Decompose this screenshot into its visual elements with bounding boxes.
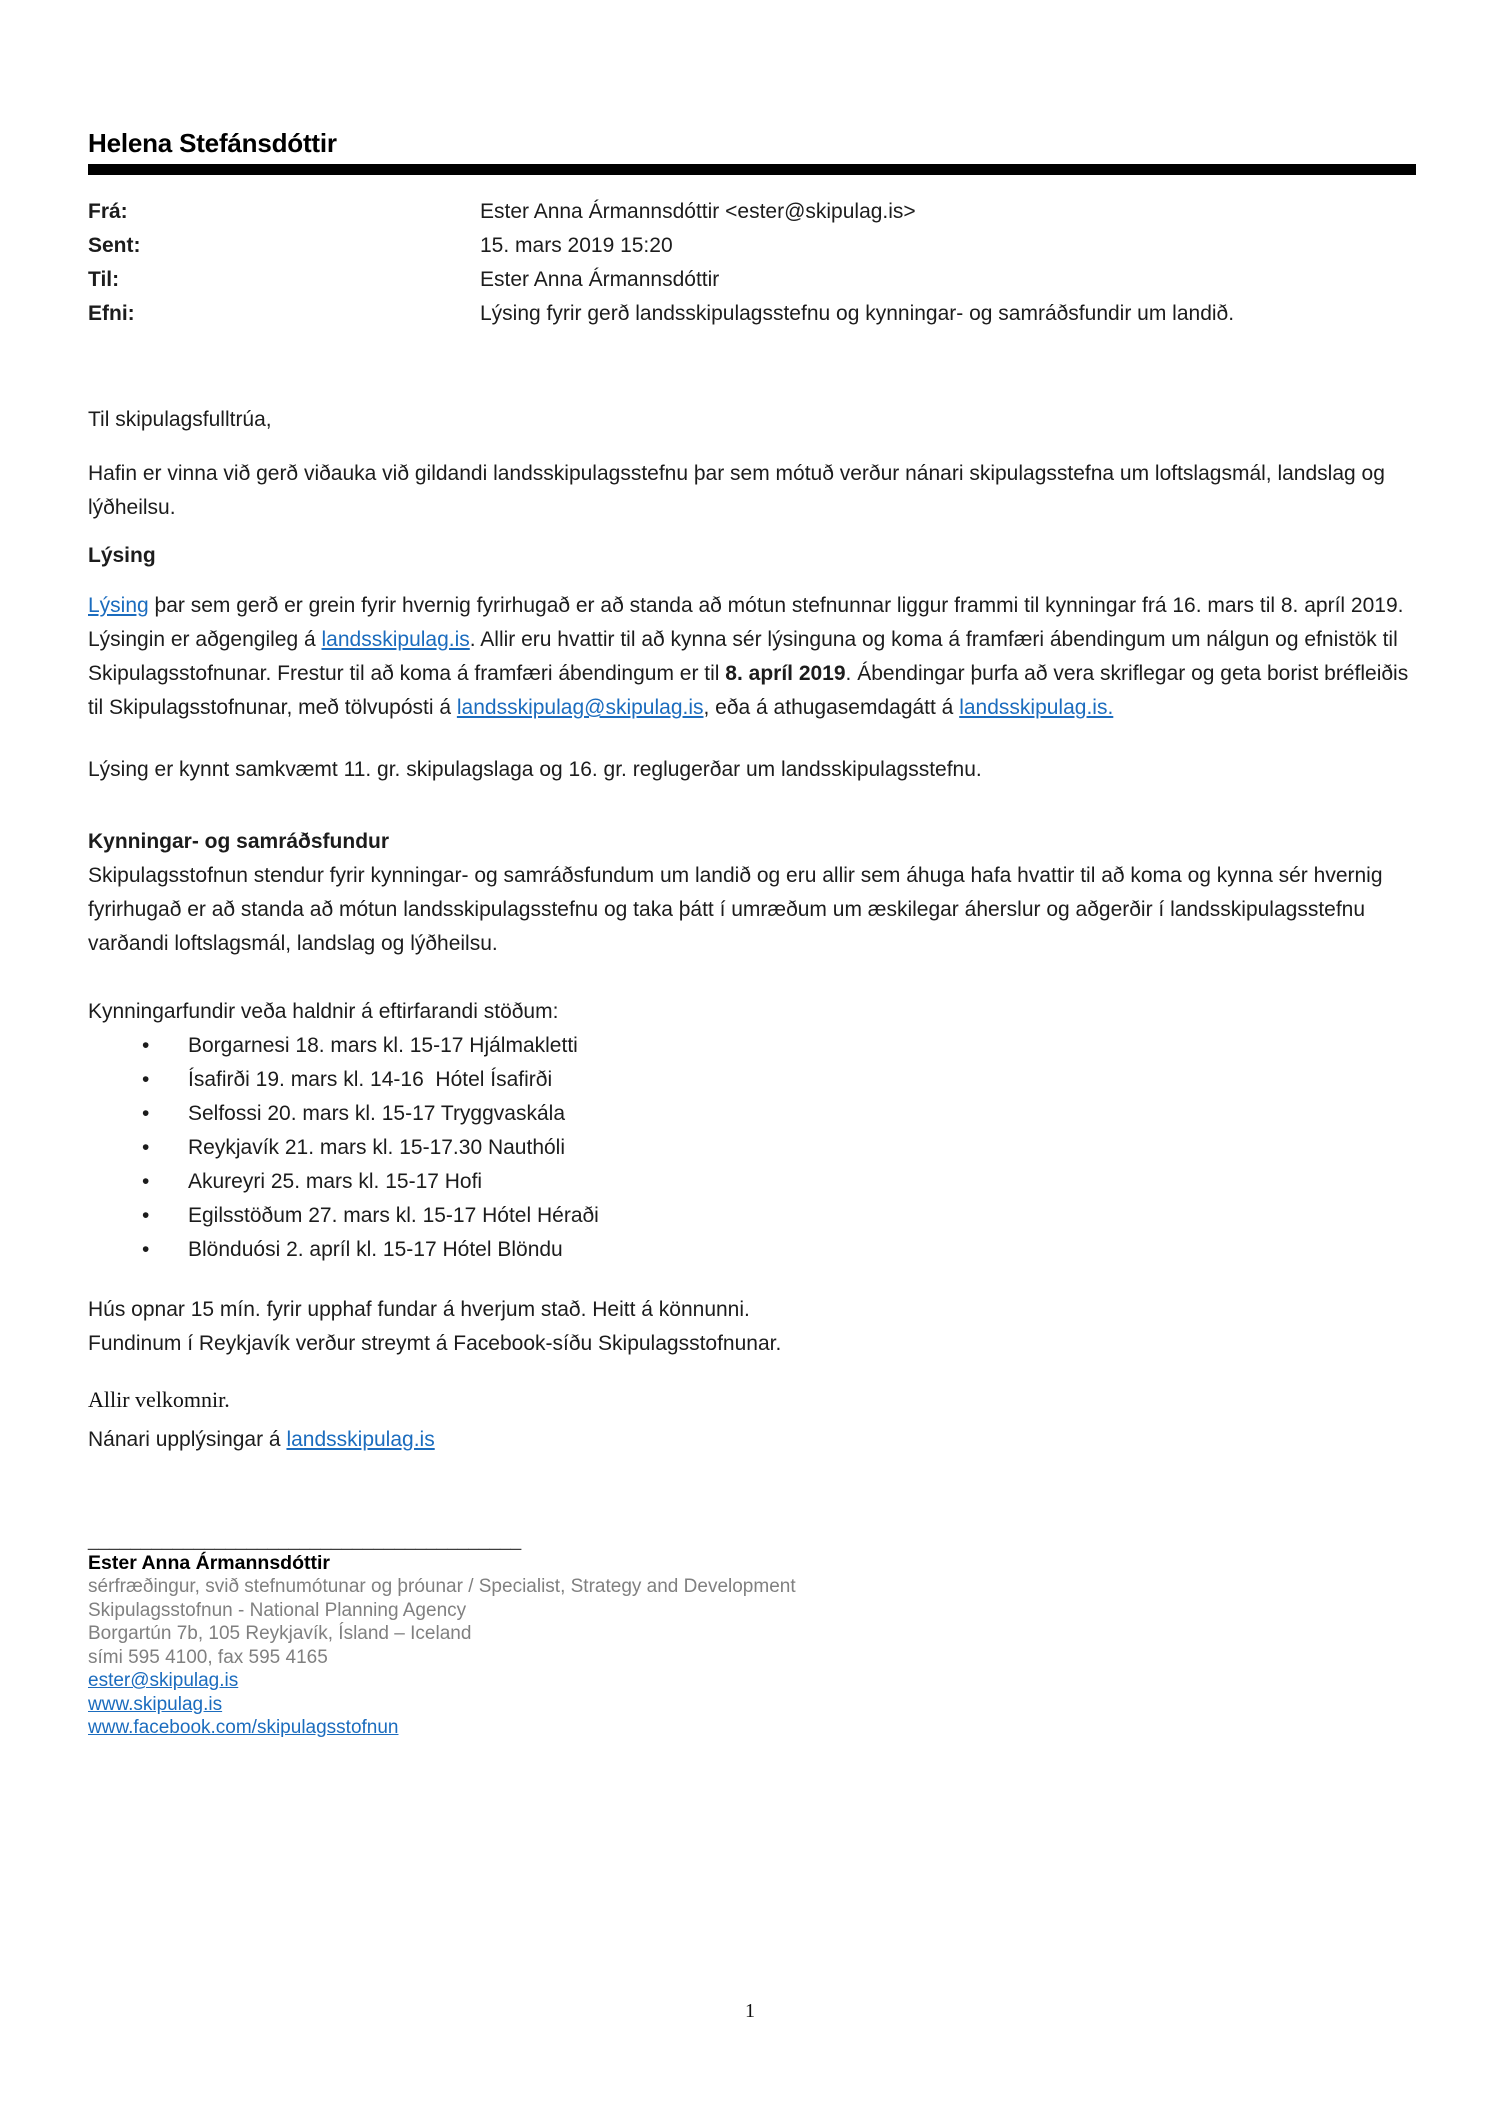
signature-link[interactable]: ester@skipulag.is	[88, 1670, 239, 1691]
text-run: þar sem gerð er grein fyrir hvernig fyrirhugað er að standa að mótun stefnunnar liggur frammi til kynningar frá 16. mars til 8. apríl 2019. Lýsingin er aðgengileg á	[88, 594, 1404, 651]
document-content	[88, 0, 1416, 1740]
sent-label: Sent:	[88, 234, 141, 257]
signature-link-line	[88, 1669, 1416, 1693]
more-info-line	[88, 1423, 1416, 1457]
signature-link[interactable]: www.skipulag.is	[88, 1693, 223, 1715]
meeting-item: • Blönduósi 2. apríl kl. 15-17 Hótel Blöndu	[88, 1233, 1416, 1267]
signature-name: Ester Anna Ármannsdóttir	[88, 1552, 330, 1574]
signature-links	[88, 1669, 1416, 1740]
signature-link-line	[88, 1693, 1416, 1717]
meetings-heading: Kynningar- og samráðsfundur	[88, 830, 390, 853]
meeting-item: • Ísafirði 19. mars kl. 14-16 Hótel Ísafirði	[88, 1063, 1416, 1097]
meetings-list-intro: Kynningarfundir veða haldnir á eftirfarandi stöðum:	[88, 1000, 559, 1023]
meeting-item: • Borgarnesi 18. mars kl. 15-17 Hjálmakletti	[88, 1029, 1416, 1063]
header-divider-rule	[88, 164, 1416, 175]
streaming-line: Fundinum í Reykjavík verður streymt á Facebook-síðu Skipulagsstofnunar.	[88, 1332, 782, 1355]
text-run: Nánari upplýsingar á	[88, 1428, 287, 1451]
signature-link[interactable]: www.facebook.com/skipulagsstofnun	[88, 1717, 399, 1738]
inline-link[interactable]: Lýsing	[88, 594, 149, 617]
signature-divider: _________________________________________	[88, 1530, 522, 1551]
lysing-heading: Lýsing	[88, 544, 156, 567]
to-label: Til:	[88, 268, 120, 291]
inline-link[interactable]: landsskipulag.is.	[959, 696, 1114, 719]
meetings-paragraph: Skipulagsstofnun stendur fyrir kynningar- og samráðsfundum um landið og eru allir sem áhuga hafa hvattir til að koma og kynna sér hvernig fyrirhugað er að standa að mótun landsskipulagsstefnu og taka þátt í umræðum um æskilegar áherslur og aðgerðir í landsskipulagsstefnu varðandi loftslagsmál, landslag og lýðheilsu.	[88, 864, 1383, 955]
email-header-fields	[88, 195, 1416, 331]
field-row-from	[88, 195, 1416, 229]
subject-label: Efni:	[88, 302, 135, 325]
signature-organization: Skipulagsstofnun - National Planning Agency	[88, 1599, 467, 1621]
signature-link-line	[88, 1716, 1416, 1740]
inline-link[interactable]: landsskipulag@skipulag.is	[456, 696, 704, 719]
meeting-item: • Selfossi 20. mars kl. 15-17 Tryggvaskála	[88, 1097, 1416, 1131]
signature-title: sérfræðingur, svið stefnumótunar og þróunar / Specialist, Strategy and Development	[88, 1576, 796, 1597]
field-row-subject	[88, 297, 1416, 331]
intro-paragraph: Hafin er vinna við gerð viðauka við gildandi landsskipulagsstefnu þar sem mótuð verður nánari skipulagsstefna um loftslagsmál, landslag og lýðheilsu.	[88, 462, 1385, 519]
text-run: . Allir eru hvattir til að kynna sér lýsinguna og koma á framfæri ábendingum um nálgun og efnistök til Skipulagsstofnunar. Frestur til að koma á framfæri ábendingum er til	[88, 628, 1398, 685]
to-value: Ester Anna Ármannsdóttir	[480, 268, 720, 291]
meetings-list	[88, 1029, 1416, 1267]
text-run: , eða á athugasemdagátt á	[703, 696, 960, 719]
lysing-paragraph	[88, 589, 1416, 725]
meeting-item: • Egilsstöðum 27. mars kl. 15-17 Hótel Héraði	[88, 1199, 1416, 1233]
signature-address: Borgartún 7b, 105 Reykjavík, Ísland – Iceland	[88, 1623, 472, 1644]
from-value: Ester Anna Ármannsdóttir <ester@skipulag.is>	[480, 200, 916, 223]
subject-value: Lýsing fyrir gerð landsskipulagsstefnu og kynningar- og samráðsfundir um landið.	[480, 302, 1235, 325]
field-row-sent	[88, 229, 1416, 263]
salutation: Til skipulagsfulltrúa,	[88, 408, 272, 431]
from-label: Frá:	[88, 200, 128, 223]
bold-text-run: 8. apríl 2019	[725, 662, 846, 685]
doors-open-line: Hús opnar 15 mín. fyrir upphaf fundar á hverjum stað. Heitt á könnunni.	[88, 1298, 750, 1321]
welcome-line: Allir velkomnir.	[88, 1387, 230, 1412]
meeting-item: • Reykjavík 21. mars kl. 15-17.30 Nauthóli	[88, 1131, 1416, 1165]
sent-value: 15. mars 2019 15:20	[480, 234, 673, 257]
signature-block	[88, 1531, 1416, 1740]
inline-link[interactable]: landsskipulag.is	[321, 628, 470, 651]
lysing-note: Lýsing er kynnt samkvæmt 11. gr. skipulagslaga og 16. gr. reglugerðar um landsskipulagsstefnu.	[88, 758, 982, 781]
signature-phone: sími 595 4100, fax 595 4165	[88, 1646, 328, 1668]
recipient-name-heading: Helena Stefánsdóttir	[88, 128, 337, 158]
field-row-to	[88, 263, 1416, 297]
page-number: 1	[745, 2000, 755, 2022]
meeting-item: • Akureyri 25. mars kl. 15-17 Hofi	[88, 1165, 1416, 1199]
inline-link[interactable]: landsskipulag.is	[286, 1428, 435, 1451]
text-run: . Ábendingar þurfa að vera skriflegar og geta borist bréfleiðis til Skipulagsstofnunar, með tölvupósti á	[88, 662, 1409, 719]
